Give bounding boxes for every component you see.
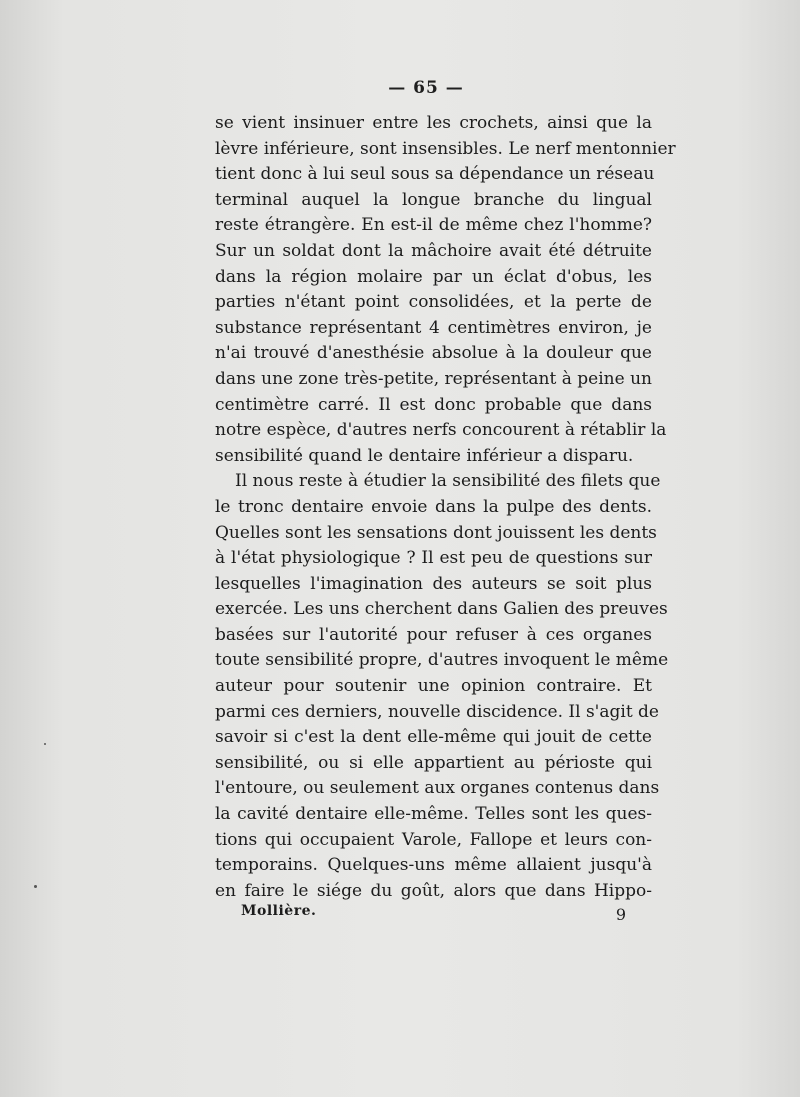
text-line: dans une zone très-petite, représentant à peine un	[215, 368, 652, 389]
author-signature: Mollière.	[241, 903, 317, 919]
text-line: basées sur l'autorité pour refuser à ces organes	[215, 624, 652, 645]
text-line: Sur un soldat dont la mâchoire avait été détruite	[215, 240, 652, 261]
body-text	[215, 111, 676, 904]
text-line: l'entoure, ou seulement aux organes contenus dans	[215, 778, 660, 799]
text-line: tient donc à lui seul sous sa dépendance un réseau	[215, 164, 655, 185]
ink-speck	[34, 885, 37, 888]
text-line: auteur pour soutenir une opinion contraire. Et	[215, 676, 652, 697]
text-line: exercée. Les uns cherchent dans Galien des preuves	[215, 599, 668, 620]
text-line: en faire le siége du goût, alors que dans Hippo-	[215, 880, 652, 901]
text-line: Quelles sont les sensations dont jouissent les dents	[215, 522, 657, 543]
text-line: parmi ces derniers, nouvelle discidence. Il s'agit de	[215, 701, 659, 722]
ink-speck	[44, 743, 46, 745]
text-line: le tronc dentaire envoie dans la pulpe des dents.	[215, 496, 652, 517]
text-line: dans la région molaire par un éclat d'obus, les	[215, 266, 652, 287]
text-line: toute sensibilité propre, d'autres invoquent le même	[215, 650, 669, 671]
paragraph-start-line: Il nous reste à étudier la sensibilité des filets que	[235, 471, 661, 492]
text-line: sensibilité, ou si elle appartient au périoste qui	[215, 752, 652, 773]
text-line: centimètre carré. Il est donc probable que dans	[215, 394, 652, 415]
text-line: temporains. Quelques-uns même allaient jusqu'à	[215, 855, 652, 876]
text-line: n'ai trouvé d'anesthésie absolue à la douleur que	[215, 343, 652, 364]
text-line: notre espèce, d'autres nerfs concourent à rétablir la	[215, 420, 667, 441]
text-line: parties n'étant point consolidées, et la perte de	[215, 292, 652, 313]
text-line: lesquelles l'imagination des auteurs se soit plus	[215, 573, 652, 594]
text-line: reste étrangère. En est-il de même chez l'homme?	[215, 215, 652, 236]
page-number: — 65 —	[388, 78, 464, 98]
text-line: terminal auquel la longue branche du lingual	[215, 189, 652, 210]
text-line: la cavité dentaire elle-même. Telles sont les ques-	[215, 804, 652, 825]
text-line: se vient insinuer entre les crochets, ainsi que la	[215, 113, 652, 133]
text-line: à l'état physiologique ? Il est peu de questions sur	[215, 548, 652, 569]
text-line: sensibilité quand le dentaire inférieur a disparu.	[215, 445, 634, 466]
text-line: lèvre inférieure, sont insensibles. Le nerf mentonnier	[215, 138, 676, 159]
text-line: tions qui occupaient Varole, Fallope et leurs con-	[215, 829, 652, 850]
text-line: savoir si c'est la dent elle-même qui jouit de cette	[215, 727, 652, 748]
text-line: substance représentant 4 centimètres environ, je	[215, 317, 652, 338]
sheet-signature: 9	[615, 905, 626, 924]
